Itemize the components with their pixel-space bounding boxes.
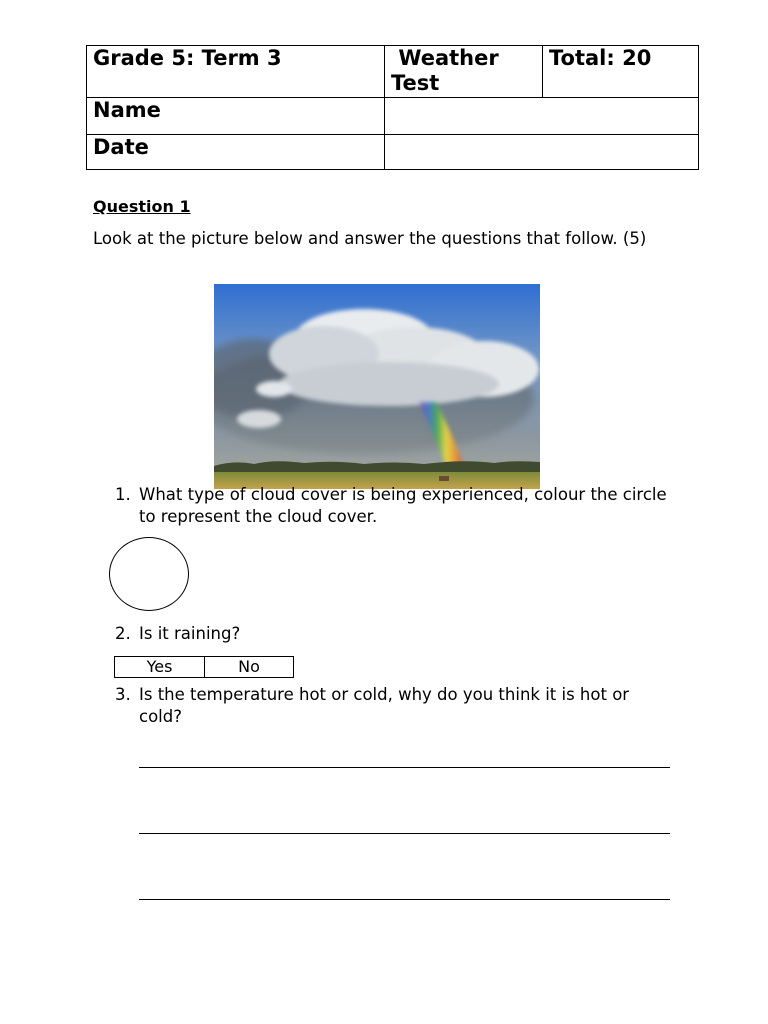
name-field[interactable] [385, 98, 699, 135]
question-heading: Question 1 [93, 197, 191, 216]
question-number: 1. [115, 485, 131, 504]
question-item-3 [115, 684, 675, 728]
question-item-2 [115, 623, 675, 645]
rain-answer-options [114, 656, 294, 678]
question-number: 2. [115, 624, 131, 643]
date-field[interactable] [385, 135, 699, 170]
rainbow-landscape-photo [214, 284, 540, 489]
photo-image [214, 284, 540, 489]
answer-line-2[interactable] [139, 833, 670, 834]
question-text: What type of cloud cover is being experienced, colour the circle to represent the cloud cover. [139, 485, 667, 526]
answer-line-3[interactable] [139, 899, 670, 900]
question-number: 3. [115, 685, 131, 704]
cloud-cover-circle[interactable] [109, 537, 189, 611]
no-option[interactable]: No [204, 657, 293, 677]
grade-term-cell: Grade 5: Term 3 [87, 46, 385, 98]
subject-cell: Weather Test [385, 46, 543, 98]
yes-option[interactable]: Yes [146, 657, 173, 676]
name-label: Name [87, 98, 385, 135]
question-instruction: Look at the picture below and answer the questions that follow. (5) [93, 229, 647, 248]
question-item-1 [115, 484, 675, 528]
total-cell: Total: 20 [543, 46, 699, 98]
question-text: Is the temperature hot or cold, why do you think it is hot or cold? [139, 685, 630, 726]
question-text: Is it raining? [139, 624, 241, 643]
header-table [86, 45, 699, 170]
date-label: Date [87, 135, 385, 170]
answer-line-1[interactable] [139, 767, 670, 768]
